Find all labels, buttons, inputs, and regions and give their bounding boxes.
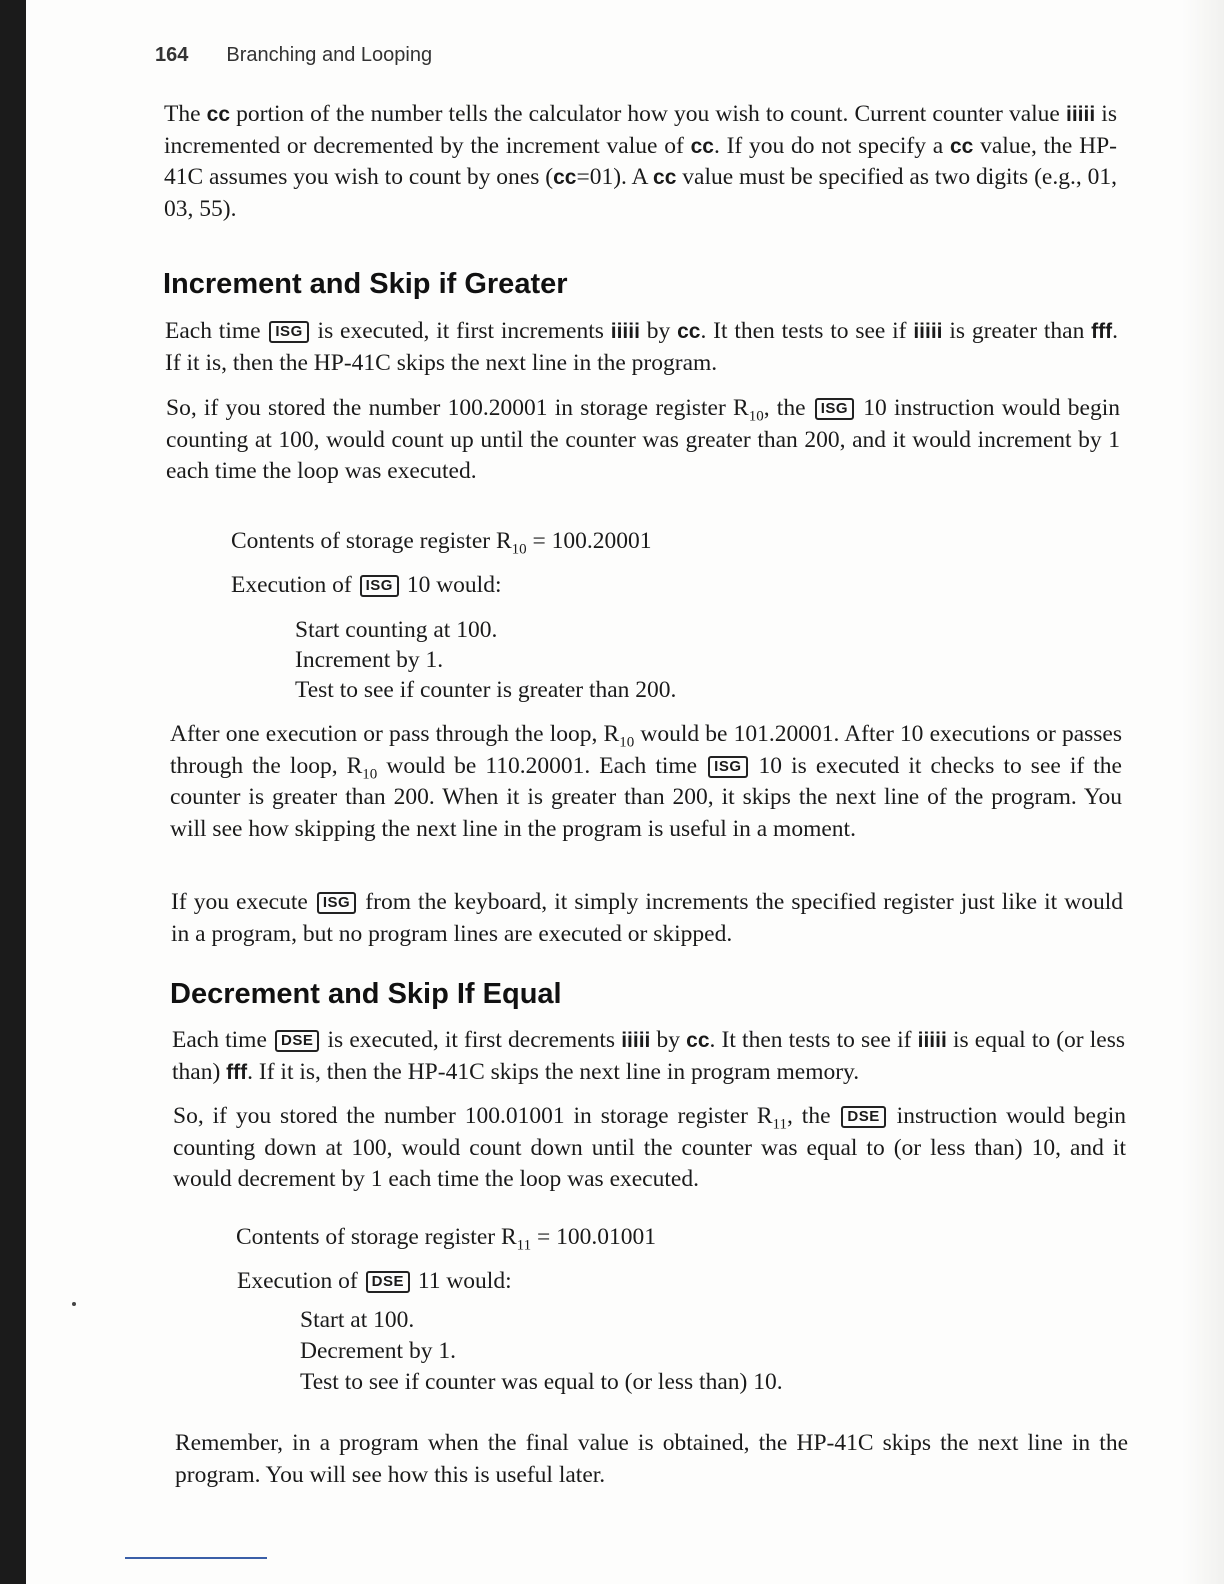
dse-paragraph-2: So, if you stored the number 100.01001 in storage register $R_{11}$, the DSE instruction would begin counting down at 100, would count down until the counter was equal to (or less than) 10, and it would decrement by 1 each time the loop was executed. (173, 1103, 1126, 1192)
chapter-title: Branching and Looping (226, 44, 433, 66)
isg-step: Increment by 1. (295, 647, 444, 673)
dse-step: Start at 100. (300, 1307, 415, 1333)
dse-key: DSE (366, 1271, 410, 1293)
heading-dse: Decrement and Skip If Equal (170, 978, 562, 1010)
dse-step: Decrement by 1. (300, 1338, 456, 1364)
isg-key: ISG (317, 892, 356, 914)
isg-paragraph-1: Each time ISG is executed, it first increments iiiii by cc. It then tests to see if iiiii is greater than fff. If it is, then the HP-41C skips the next line in the program. (165, 318, 1119, 376)
bottom-rule (125, 1557, 267, 1559)
isg-key: ISG (360, 575, 399, 597)
dse-key: DSE (841, 1106, 885, 1128)
dse-paragraph-3: Remember, in a program when the final value is obtained, the HP-41C skips the next line in the program. You will see how this is useful later. (175, 1430, 1128, 1488)
running-header (155, 44, 432, 67)
isg-key: ISG (708, 756, 747, 778)
isg-paragraph-2: So, if you stored the number 100.20001 in storage register $R_{10}$, the ISG 10 instruction would begin counting at 100, would count up until the counter was greater than 200, and it would increment by 1 each time the loop was executed. (166, 395, 1120, 484)
dse-key: DSE (275, 1030, 319, 1052)
scan-speck (72, 1302, 76, 1306)
isg-key: ISG (815, 398, 854, 420)
scan-right-edge (1182, 0, 1224, 1584)
isg-step: Start counting at 100. (295, 617, 498, 643)
intro-paragraph: The cc portion of the number tells the calculator how you wish to count. Current counter value iiiii is incremented or decremented by the increment value of cc. If you do not specify a cc value, the HP-41C assumes you wish to count by ones (cc=01). A cc value must be specified as two digits (e.g., 01, 03, 55). (164, 101, 1117, 222)
dse-paragraph-1: Each time DSE is executed, it first decrements iiiii by cc. It then tests to see if iiiii is equal to (or less than) fff. If it is, then the HP-41C skips the next line in program memory. (172, 1027, 1126, 1085)
dse-example-contents: Contents of storage register $R_{11} = 100.01001$ (236, 1224, 656, 1254)
scan-left-edge (0, 0, 26, 1584)
page-number: 164 (155, 44, 189, 66)
isg-key: ISG (269, 321, 308, 343)
isg-example-contents: Contents of storage register $R_{10} = 100.20001$ (231, 528, 652, 558)
dse-step: Test to see if counter was equal to (or less than) 10. (300, 1369, 783, 1395)
dse-example-exec: Execution of DSE 11 would: (237, 1268, 512, 1294)
heading-isg: Increment and Skip if Greater (163, 268, 568, 300)
isg-example-exec: Execution of ISG 10 would: (231, 572, 502, 598)
isg-paragraph-3: After one execution or pass through the loop, $R_{10}$ would be 101.20001. After 10 executions or passes through the loop, $R_{10}$ would be 110.20001. Each time ISG 10 is executed it checks to see if the counter is greater than 200. When it is greater than 200, it skips the next line of the program. You will see how skipping the next line in the program is useful in a moment. (170, 721, 1122, 842)
isg-paragraph-4: If you execute ISG from the keyboard, it simply increments the specified register just like it would in a program, but no program lines are executed or skipped. (171, 889, 1123, 947)
isg-step: Test to see if counter is greater than 200. (295, 677, 677, 703)
